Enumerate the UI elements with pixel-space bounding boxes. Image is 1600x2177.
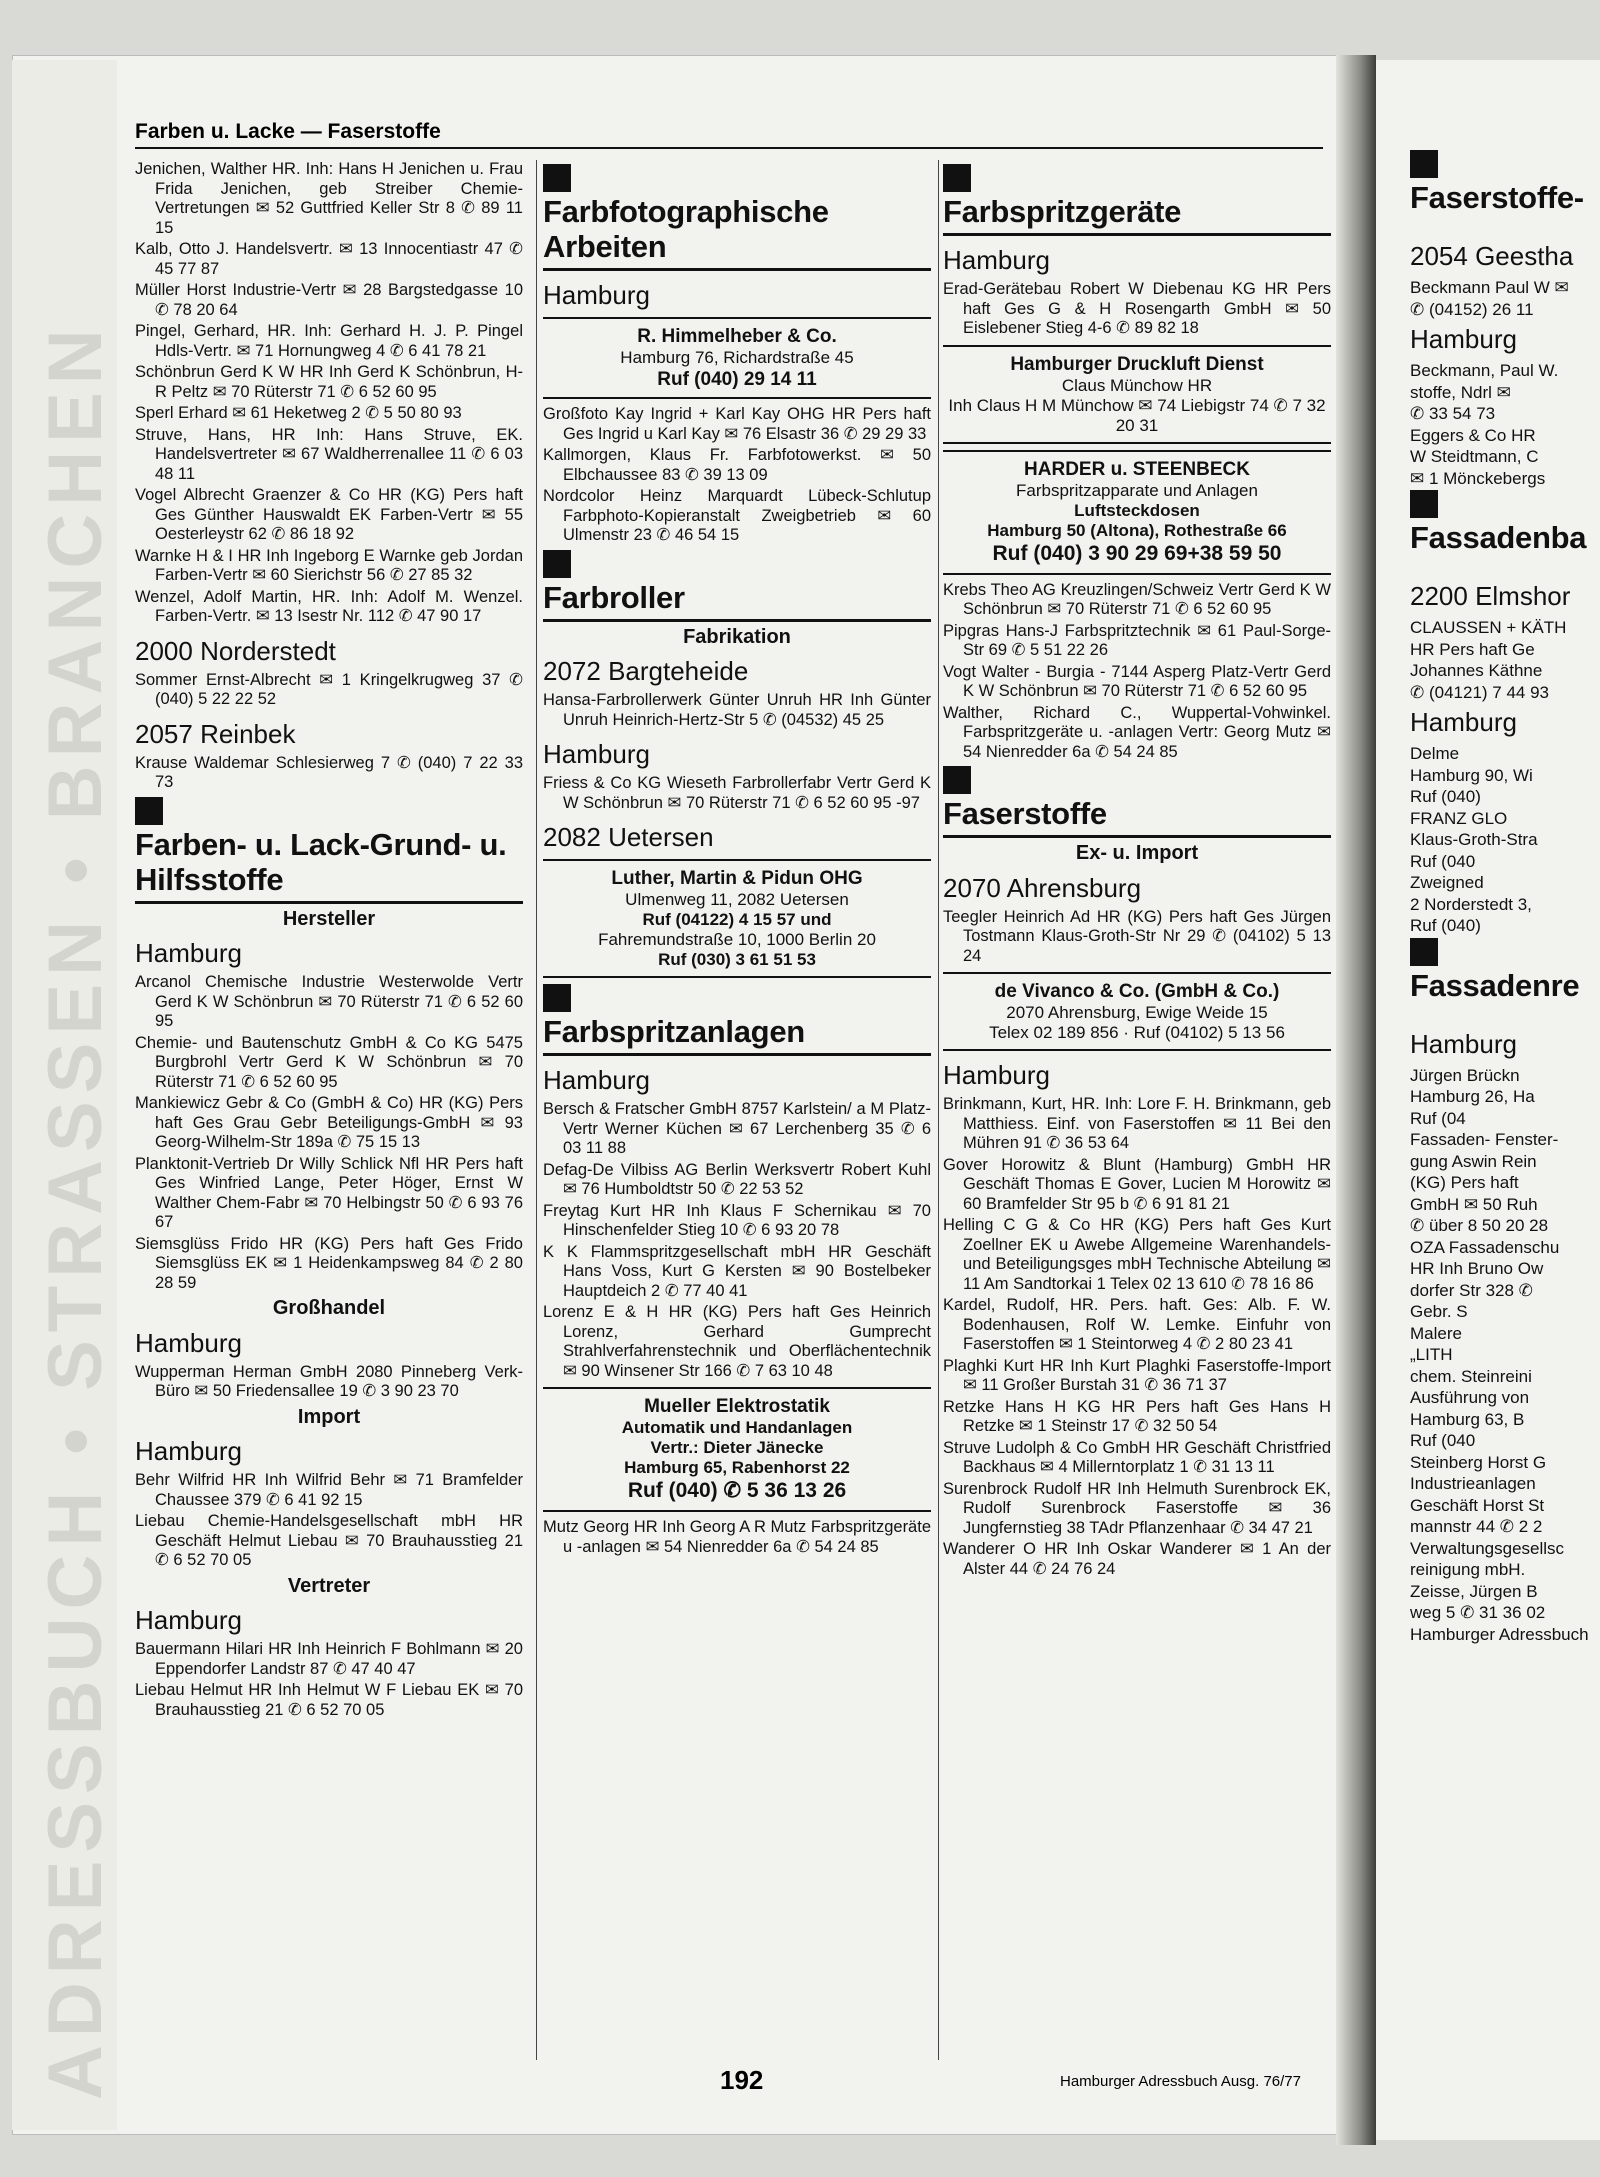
advert-box — [543, 1387, 931, 1512]
directory-entry: Struve Ludolph & Co GmbH HR Geschäft Christfried Backhaus ✉ 4 Millerntorplatz 1 ✆ 31 13 11 — [943, 1438, 1331, 1476]
directory-entry: weg 5 ✆ 31 36 02 — [1410, 1603, 1546, 1622]
directory-entry: Krebs Theo AG Kreuzlingen/Schweiz Vertr Gerd K W Schönbrun ✉ 70 Rüterstr 71 ✆ 6 52 60 95 — [943, 580, 1331, 618]
directory-entry: ✆ über 8 50 20 28 — [1410, 1216, 1549, 1235]
city-heading: Hamburg — [943, 245, 1050, 275]
advert-line: HARDER u. STEENBECK — [1024, 458, 1250, 480]
city-heading: 2070 Ahrensburg — [943, 872, 1142, 903]
city-heading: Hamburg — [543, 739, 650, 769]
directory-entry: Malere — [1410, 1323, 1462, 1343]
city-heading: Hamburg — [1410, 707, 1517, 737]
advert-box — [543, 859, 931, 978]
city-heading: 2200 Elmshor — [1410, 581, 1571, 611]
header-rule — [135, 147, 1323, 149]
advert-line: Inh Claus H M Münchow ✉ 74 Liebigstr 74 ✆ 7 32 20 31 — [948, 395, 1326, 435]
city-heading: 2082 Uetersen — [543, 822, 714, 852]
directory-entry: Defag-De Vilbiss AG Berlin Werksvertr Robert Kuhl ✉ 76 Humboldtstr 50 ✆ 22 53 52 — [543, 1160, 931, 1198]
section-marker-square — [1410, 150, 1438, 178]
directory-entry: Kallmorgen, Klaus Fr. Farbfotowerkst. ✉ 50 Elbchaussee 83 ✆ 39 13 09 — [543, 446, 931, 484]
column-2 — [543, 160, 931, 1559]
directory-entry: Surenbrock Rudolf HR Inh Helmuth Surenbrock EK, Rudolf Surenbrock Faserstoffe ✉ 36 Jungfernstieg 38 TAdr Pflanzenhaar ✆ 34 47 21 — [943, 1479, 1331, 1537]
advert-line: R. Himmelheber & Co. — [637, 326, 837, 347]
directory-entry: Retzke Hans H KG HR Pers haft Ges Hans H Retzke ✉ 1 Steinstr 17 ✆ 32 50 54 — [943, 1397, 1331, 1435]
directory-entry: CLAUSSEN + KÄTH — [1410, 618, 1567, 637]
section-heading: Fassadenba — [1410, 520, 1587, 555]
subheading: Vertreter — [287, 1574, 371, 1597]
directory-entry: Steinberg Horst G — [1410, 1452, 1547, 1472]
directory-entry: Kardel, Rudolf, HR. Pers. haft. Ges: Alb. F. W. Bodenhausen, Rolf W. Lemke. Einfuhr von Faserstoffen ✉ 1 Steintorweg 4 ✆ 2 80 23 41 — [943, 1296, 1331, 1353]
advert-box — [543, 317, 931, 399]
section-marker-square — [943, 164, 971, 192]
section-marker-square — [543, 550, 571, 578]
subheading: Großhandel — [272, 1297, 386, 1319]
city-heading: 2054 Geestha — [1410, 241, 1574, 271]
directory-entry: K K Flammspritzgesellschaft mbH HR Geschäft Hans Voss, Kurt G Kersten ✉ 90 Bostelbeker Hauptdeich 2 ✆ 77 40 41 — [543, 1242, 931, 1300]
footer-source: Hamburger Adressbuch Ausg. 76/77 — [1060, 2073, 1301, 2090]
directory-entry: W Steidtmann, C — [1410, 447, 1539, 466]
city-heading: Hamburg — [543, 1065, 650, 1095]
city-heading: Hamburg — [135, 1327, 242, 1358]
advert-box — [943, 450, 1331, 575]
section-marker-square — [135, 797, 163, 825]
section-marker-square — [543, 984, 571, 1012]
subheading: Import — [297, 1405, 361, 1428]
advert-line: Ruf (040) 3 90 29 69+38 59 50 — [992, 541, 1282, 565]
advert-line: Ruf (04122) 4 15 57 und — [642, 910, 832, 929]
directory-entry: Beckmann Paul W ✉ — [1410, 278, 1569, 297]
directory-entry: gung Aswin Rein — [1410, 1151, 1537, 1171]
directory-entry: Gover Horowitz & Blunt (Hamburg) GmbH HR Geschäft Thomas E Gover, Lucien M Horowitz ✉ 60 Bramfelder Str 95 b ✆ 6 91 81 21 — [943, 1155, 1331, 1213]
section-heading: Farbspritzgeräte — [943, 194, 1182, 229]
directory-entry: Ruf (040) — [1410, 916, 1481, 935]
running-header: Farben u. Lacke — Faserstoffe — [135, 120, 441, 143]
page-number: 192 — [720, 2065, 764, 2095]
directory-entry: Hamburg 90, Wi — [1410, 765, 1533, 785]
directory-entry: Chemie- und Bautenschutz GmbH & Co KG 5475 Burgbrohl Vertr Gerd K W Schönbrun ✉ 70 Rüterstr 71 ✆ 6 52 60 95 — [135, 1033, 523, 1091]
section-marker-square — [943, 766, 971, 794]
directory-entry: OZA Fassadenschu — [1410, 1237, 1560, 1257]
column-divider — [938, 160, 939, 2060]
subheading: Ex- u. Import — [1075, 842, 1199, 864]
directory-entry: Helling C G & Co HR (KG) Pers haft Ges Kurt Zoellner EK u Awebe Allgemeine Warenhandels- und Beteiligungsges mbH Technische Abteilung ✉ 11 Am Sandtorkai 1 Telex 02 13 610 ✆ 78 16 86 — [943, 1216, 1331, 1293]
directory-entry: Müller Horst Industrie-Vertr ✉ 28 Bargstedgasse 10 ✆ 78 20 64 — [135, 281, 523, 319]
directory-entry: FRANZ GLO — [1410, 808, 1508, 828]
section-heading: Faserstoffe — [943, 796, 1107, 831]
directory-entry: Industrieanlagen — [1410, 1474, 1536, 1493]
section-rule — [543, 268, 931, 271]
city-heading: Hamburg — [135, 938, 242, 968]
directory-entry: Lorenz E & H HR (KG) Pers haft Ges Heinrich Lorenz, Gerhard Gumprecht Strahlverfahrenstechnik und Oberflächentechnik ✉ 90 Winsener Str 166 ✆ 7 63 10 48 — [543, 1303, 931, 1380]
city-heading: Hamburg — [1410, 1028, 1517, 1059]
directory-entry: Behr Wilfrid HR Inh Wilfrid Behr ✉ 71 Bramfelder Chaussee 379 ✆ 6 41 92 15 — [135, 1471, 523, 1509]
advert-line: Ulmenweg 11, 2082 Uetersen — [625, 890, 849, 909]
directory-entry: Kalb, Otto J. Handelsvertr. ✉ 13 Innocentiastr 47 ✆ 45 77 87 — [135, 240, 523, 278]
section-heading: Farben- u. Lack-Grund- u. Hilfsstoffe — [135, 826, 507, 897]
directory-entry: mannstr 44 ✆ 2 2 — [1410, 1517, 1543, 1536]
directory-entry: Teegler Heinrich Ad HR (KG) Pers haft Ges Jürgen Tostmann Klaus-Groth-Str Nr 29 ✆ (04102) 5 13 24 — [943, 907, 1331, 965]
directory-entry: Zweigned — [1410, 873, 1484, 892]
directory-entry: Krause Waldemar Schlesierweg 7 ✆ (040) 7 22 33 73 — [135, 753, 523, 791]
section-rule — [943, 233, 1331, 236]
advert-box — [943, 972, 1331, 1051]
directory-entry: Brinkmann, Kurt, HR. Inh: Lore F. H. Brinkmann, geb Matthiess. Einf. von Faserstoffen ✉ 11 Bei den Mühren 91 ✆ 36 53 64 — [943, 1095, 1331, 1152]
directory-entry: stoffe, Ndrl ✉ — [1410, 382, 1511, 402]
subheading: Fabrikation — [683, 625, 791, 648]
city-heading: Hamburg — [135, 1605, 242, 1635]
subheading: Hersteller — [282, 907, 376, 930]
city-heading: 2057 Reinbek — [135, 718, 296, 749]
directory-entry: Hamburger Adressbuch — [1410, 1624, 1589, 1644]
directory-entry: Plaghki Kurt HR Inh Kurt Plaghki Faserstoffe-Import ✉ 11 Großer Burstah 31 ✆ 36 71 37 — [943, 1356, 1331, 1394]
advert-line: Automatik und Handanlagen — [621, 1418, 853, 1437]
city-heading: 2000 Norderstedt — [135, 635, 336, 666]
section-rule — [135, 901, 523, 904]
directory-entry: Pingel, Gerhard, HR. Inh: Gerhard H. J. P. Pingel Hdls-Vertr. ✉ 71 Hornungweg 4 ✆ 6 41 78 21 — [135, 322, 523, 360]
directory-entry: Mankiewicz Gebr & Co (GmbH & Co) HR (KG) Pers haft Ges Grau Gebr Beteiligungs-GmbH ✉ 93 Georg-Wilhelm-Str 189a ✆ 75 15 13 — [135, 1094, 523, 1151]
section-heading: Fassadenre — [1410, 967, 1580, 1003]
directory-entry: HR Pers haft Ge — [1410, 639, 1535, 659]
directory-entry: Fassaden- Fenster- — [1410, 1130, 1559, 1149]
thumb-index-strip — [12, 60, 117, 2130]
directory-entry: Friess & Co KG Wieseth Farbrollerfabr Vertr Gerd K W Schönbrun ✉ 70 Rüterstr 71 ✆ 6 52 60 95 -97 — [543, 774, 931, 812]
directory-entry: Arcanol Chemische Industrie Westerwolde Vertr Gerd K W Schönbrun ✉ 70 Rüterstr 71 ✆ 6 52 60 95 — [135, 973, 523, 1030]
advert-line: Claus Münchow HR — [1061, 375, 1213, 395]
directory-entry: Ruf (040 — [1410, 851, 1476, 871]
advert-line: Hamburg 65, Rabenhorst 22 — [624, 1458, 850, 1477]
directory-entry: Gebr. S — [1410, 1302, 1468, 1321]
directory-entry: Bersch & Fratscher GmbH 8757 Karlstein/ a M Platz-Vertr Werner Küchen ✉ 67 Lerchenberg 35 ✆ 6 03 11 88 — [543, 1100, 931, 1157]
directory-entry: GmbH ✉ 50 Ruh — [1410, 1194, 1538, 1214]
directory-entry: Hamburg 26, Ha — [1410, 1087, 1535, 1106]
section-heading: Farbfotographische Arbeiten — [543, 194, 829, 264]
advert-line: Ruf (040) ✆ 5 36 13 26 — [627, 1479, 847, 1502]
directory-entry: Ruf (040 — [1410, 1431, 1476, 1450]
directory-entry: Nordcolor Heinz Marquardt Lübeck-Schlutup Farbphoto-Kopieranstalt Zweigbetrieb ✉ 60 Ulmenstr 23 ✆ 46 54 15 — [543, 487, 931, 544]
directory-entry: Pipgras Hans-J Farbspritztechnik ✉ 61 Paul-Sorge-Str 69 ✆ 5 51 22 26 — [943, 621, 1331, 659]
directory-entry: Sperl Erhard ✉ 61 Heketweg 2 ✆ 5 50 80 93 — [135, 404, 462, 422]
city-heading: Hamburg — [1410, 324, 1517, 354]
directory-entry: Geschäft Horst St — [1410, 1495, 1545, 1515]
directory-entry: Großfoto Kay Ingrid + Karl Kay OHG HR Pers haft Ges Ingrid u Karl Kay ✉ 76 Elsastr 36 ✆ 29 29 33 — [543, 405, 931, 443]
section-rule — [543, 619, 931, 622]
directory-entry: HR Inh Bruno Ow — [1410, 1259, 1544, 1278]
advert-line: Mueller Elektrostatik — [644, 1396, 830, 1417]
city-heading: 2072 Bargteheide — [543, 656, 749, 686]
directory-entry: „LITH — [1410, 1345, 1453, 1364]
directory-entry: Ruf (04 — [1410, 1108, 1466, 1128]
advert-line: Vertr.: Dieter Jänecke — [650, 1438, 824, 1457]
advert-line: Telex 02 189 856 · Ruf (04102) 5 13 56 — [989, 1023, 1285, 1042]
advert-line: Luther, Martin & Pidun OHG — [611, 868, 863, 889]
city-heading: Hamburg — [135, 1436, 242, 1466]
directory-entry: Beckmann, Paul W. — [1410, 361, 1559, 380]
directory-entry: 2 Norderstedt 3, — [1410, 894, 1532, 914]
directory-entry: Liebau Helmut HR Inh Helmut W F Liebau EK ✉ 70 Brauhausstieg 21 ✆ 6 52 70 05 — [135, 1681, 523, 1719]
directory-entry: ✆ (04121) 7 44 93 — [1410, 682, 1550, 702]
directory-entry: Zeisse, Jürgen B — [1410, 1581, 1538, 1601]
directory-entry: dorfer Str 328 ✆ — [1410, 1280, 1533, 1300]
advert-line: Hamburg 76, Richardstraße 45 — [620, 348, 854, 367]
column-3 — [943, 160, 1331, 1581]
directory-entry: Vogt Walter - Burgia - 7144 Asperg Platz-Vertr Gerd K W Schönbrun ✉ 70 Rüterstr 71 ✆ 6 52 60 95 — [943, 662, 1331, 700]
directory-entry: Schönbrun Gerd K W HR Inh Gerd K Schönbrun, H-R Peltz ✉ 70 Rüterstr 71 ✆ 6 52 60 95 — [135, 363, 523, 401]
directory-entry: Verwaltungsgesellsc — [1410, 1538, 1565, 1558]
directory-entry: Warnke H & I HR Inh Ingeborg E Warnke geb Jordan Farben-Vertr ✉ 60 Sierichstr 56 ✆ 27 85 32 — [135, 546, 523, 584]
section-marker-square — [543, 164, 571, 192]
book-spine — [1336, 55, 1376, 2145]
column-divider — [536, 160, 537, 2060]
directory-entry: chem. Steinreini — [1410, 1366, 1532, 1386]
directory-entry: Jenichen, Walther HR. Inh: Hans H Jenichen u. Frau Frida Jenichen, geb Streiber Chemie-Vertretungen ✉ 52 Guttfried Keller Str 8 ✆ 89 11 15 — [135, 160, 523, 237]
directory-entry: Wupperman Herman GmbH 2080 Pinneberg Verk-Büro ✉ 50 Friedensallee 19 ✆ 3 90 23 70 — [135, 1362, 523, 1400]
directory-entry: Erad-Gerätebau Robert W Diebenau KG HR Pers haft Ges G & H Rosengarth GmbH ✉ 50 Eislebener Stieg 4-6 ✆ 89 82 18 — [943, 280, 1331, 337]
directory-entry: Planktonit-Vertrieb Dr Willy Schlick Nfl HR Pers haft Ges Winfried Lange, Peter Höger, Ernst W Walther Chem-Fabr ✉ 70 Helbingstr 50 ✆ 6 93 76 67 — [135, 1154, 523, 1231]
directory-entry: Delme — [1410, 744, 1460, 763]
section-rule — [543, 1053, 931, 1056]
section-heading: Farbroller — [543, 579, 685, 615]
advert-line: Luftsteckdosen — [1074, 500, 1200, 520]
directory-entry: Eggers & Co HR — [1410, 425, 1536, 445]
directory-entry: Bauermann Hilari HR Inh Heinrich F Bohlmann ✉ 20 Eppendorfer Landstr 87 ✆ 47 40 47 — [135, 1640, 523, 1678]
directory-entry: Johannes Käthne — [1410, 661, 1543, 680]
city-heading: Hamburg — [943, 1060, 1050, 1090]
section-marker-square — [1410, 490, 1438, 518]
directory-entry: Struve, Hans, HR Inh: Hans Struve, EK. Handelsvertreter ✉ 67 Waldherrenallee 11 ✆ 6 03 48 11 — [135, 425, 523, 483]
thumb-index-text: ADRESSBUCH • STRASSEN • BRANCHEN — [33, 321, 118, 2100]
directory-entry: Hamburg 63, B — [1410, 1409, 1525, 1429]
section-heading: Farbspritzanlagen — [543, 1014, 805, 1049]
advert-line: Fahremundstraße 10, 1000 Berlin 20 — [598, 930, 876, 949]
advert-line: Farbspritzapparate und Anlagen — [1016, 480, 1258, 500]
directory-entry: Ruf (040) — [1410, 787, 1481, 806]
directory-entry: Mutz Georg HR Inh Georg A R Mutz Farbspritzgeräte u -anlagen ✉ 54 Nienredder 6a ✆ 54 24 85 — [543, 1518, 931, 1556]
directory-entry: Hansa-Farbrollerwerk Günter Unruh HR Inh Günter Unruh Heinrich-Hertz-Str 5 ✆ (04532) 45 25 — [543, 691, 931, 729]
directory-entry: Freytag Kurt HR Inh Klaus F Schernikau ✉ 70 Hinschenfelder Stieg 10 ✆ 6 93 20 78 — [543, 1201, 931, 1239]
advert-line: Ruf (040) 29 14 11 — [657, 369, 817, 390]
advert-line: Hamburger Druckluft Dienst — [1010, 353, 1264, 375]
directory-entry: Liebau Chemie-Handelsgesellschaft mbH HR Geschäft Helmut Liebau ✉ 70 Brauhausstieg 21 ✆ 6 52 70 05 — [135, 1512, 523, 1569]
directory-entry: Siemsglüss Frido HR (KG) Pers haft Ges Frido Siemsglüss EK ✉ 1 Heidenkampsweg 84 ✆ 2 80 28 59 — [135, 1234, 523, 1292]
advert-line: de Vivanco & Co. (GmbH & Co.) — [994, 981, 1280, 1002]
directory-entry: (KG) Pers haft — [1410, 1173, 1519, 1192]
column-1 — [135, 160, 523, 1722]
directory-entry: Sommer Ernst-Albrecht ✉ 1 Kringelkrugweg 37 ✆ (040) 5 22 22 52 — [135, 670, 523, 708]
advert-line: 2070 Ahrensburg, Ewige Weide 15 — [1006, 1003, 1268, 1022]
city-heading: Hamburg — [543, 280, 650, 310]
directory-entry: Vogel Albrecht Graenzer & Co HR (KG) Pers haft Ges Günther Hauswaldt EK Farben-Vertr ✉ 55 Oesterleystr 62 ✆ 86 18 92 — [135, 486, 523, 543]
directory-entry: reinigung mbH. — [1410, 1560, 1526, 1579]
advert-line: Ruf (030) 3 61 51 53 — [658, 950, 816, 969]
directory-entry: Jürgen Brückn — [1410, 1065, 1520, 1085]
advert-box — [943, 345, 1331, 444]
section-heading: Faserstoffe- — [1410, 180, 1584, 215]
directory-entry: ✉ 1 Mönckebergs — [1410, 468, 1546, 488]
directory-entry: ✆ (04152) 26 11 — [1410, 299, 1534, 319]
directory-entry: ✆ 33 54 73 — [1410, 404, 1496, 423]
directory-entry: Walther, Richard C., Wuppertal-Vohwinkel. Farbspritzgeräte u. -anlagen Vertr: Georg Mutz ✉ 54 Nienredder 6a ✆ 54 24 85 — [943, 703, 1331, 761]
directory-entry: Klaus-Groth-Stra — [1410, 830, 1538, 849]
directory-entry: Wenzel, Adolf Martin, HR. Inh: Adolf M. Wenzel. Farben-Vertr. ✉ 13 Isestr Nr. 112 ✆ 47 90 17 — [135, 587, 523, 625]
directory-entry: Ausführung von — [1410, 1388, 1530, 1407]
section-marker-square — [1410, 938, 1438, 966]
section-rule — [943, 835, 1331, 838]
advert-line: Hamburg 50 (Altona), Rothestraße 66 — [987, 520, 1287, 540]
directory-entry: Wanderer O HR Inh Oskar Wanderer ✉ 1 An der Alster 44 ✆ 24 76 24 — [943, 1540, 1331, 1578]
